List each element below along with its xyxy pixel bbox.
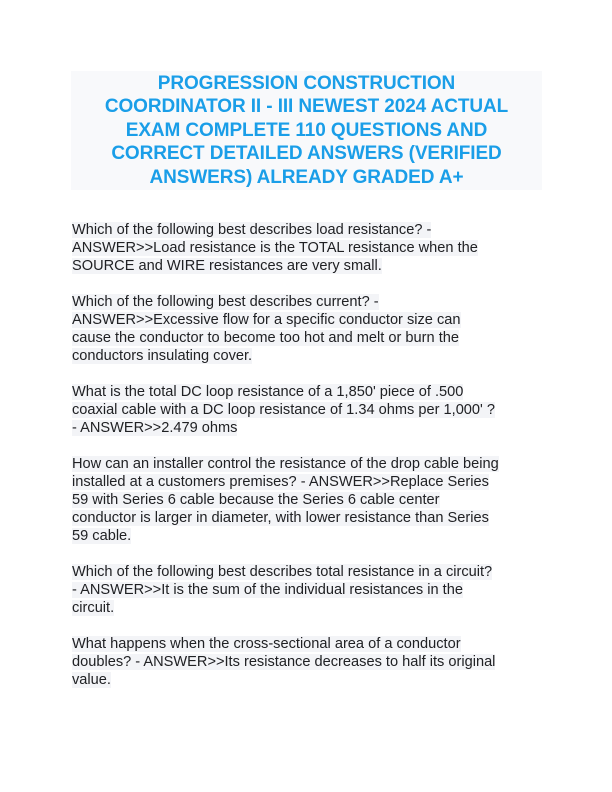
- qa-line: [72, 258, 548, 276]
- qa-line: [72, 348, 548, 366]
- qa-line: [72, 528, 548, 546]
- question-answer-list: [72, 222, 548, 708]
- qa-line: [72, 510, 548, 528]
- qa-text: Which of the following best describes load resistance? -: [72, 222, 432, 238]
- document-title: [101, 72, 512, 190]
- qa-line: [72, 402, 548, 420]
- qa-line: [72, 456, 548, 474]
- qa-line: [72, 636, 548, 654]
- qa-text: Which of the following best describes current? -: [72, 294, 379, 311]
- qa-text: conductors insulating cover.: [72, 347, 253, 364]
- qa-text: How can an installer control the resistance of the drop cable being: [72, 456, 499, 473]
- qa-text: 59 cable.: [72, 527, 132, 544]
- qa-line: [72, 312, 548, 330]
- title-line: CORRECT DETAILED ANSWERS (VERIFIED: [111, 143, 502, 165]
- qa-text: ANSWER>>Load resistance is the TOTAL resistance when the: [72, 239, 478, 256]
- qa-line: [72, 420, 548, 438]
- qa-line: [72, 654, 548, 672]
- qa-line: [72, 474, 548, 492]
- qa-line: [72, 384, 548, 402]
- qa-text: SOURCE and WIRE resistances are very small.: [72, 257, 382, 274]
- qa-line: [72, 564, 548, 582]
- title-line: EXAM COMPLETE 110 QUESTIONS AND: [125, 119, 488, 141]
- qa-text: cause the conductor to become too hot and melt or burn the: [72, 329, 459, 346]
- qa-text: - ANSWER>>2.479 ohms: [72, 419, 238, 436]
- qa-line: [72, 600, 548, 618]
- qa-text: installed at a customers premises? - ANSWER>>Replace Series: [72, 474, 489, 491]
- qa-text: value.: [72, 672, 111, 689]
- qa-text: - ANSWER>>It is the sum of the individual resistances in the: [72, 582, 463, 599]
- qa-text: conductor is larger in diameter, with lower resistance than Series: [72, 509, 489, 526]
- qa-line: [72, 330, 548, 348]
- title-line: COORDINATOR II - III NEWEST 2024 ACTUAL: [104, 96, 509, 118]
- qa-item: [72, 564, 548, 618]
- qa-line: [72, 492, 548, 510]
- qa-item: [72, 222, 548, 276]
- qa-item: [72, 636, 548, 690]
- title-line: PROGRESSION CONSTRUCTION: [157, 72, 456, 94]
- qa-text: Which of the following best describes total resistance in a circuit?: [72, 564, 493, 581]
- qa-item: [72, 294, 548, 366]
- title-banner: [71, 71, 542, 190]
- qa-item: [72, 384, 548, 438]
- qa-line: [72, 582, 548, 600]
- title-line: ANSWERS) ALREADY GRADED A+: [149, 166, 464, 188]
- qa-text: What is the total DC loop resistance of a 1,850' piece of .500: [72, 384, 464, 401]
- qa-text: circuit.: [72, 599, 115, 616]
- qa-text: doubles? - ANSWER>>Its resistance decreases to half its original: [72, 654, 496, 671]
- qa-text: ANSWER>>Excessive flow for a specific conductor size can: [72, 312, 461, 329]
- qa-text: What happens when the cross-sectional area of a conductor: [72, 636, 461, 653]
- qa-line: [72, 222, 548, 240]
- qa-item: [72, 456, 548, 546]
- qa-line: [72, 294, 548, 312]
- qa-text: 59 with Series 6 cable because the Series 6 cable center: [72, 492, 440, 509]
- qa-line: [72, 240, 548, 258]
- qa-line: [72, 672, 548, 690]
- qa-text: coaxial cable with a DC loop resistance of 1.34 ohms per 1,000' ?: [72, 402, 495, 419]
